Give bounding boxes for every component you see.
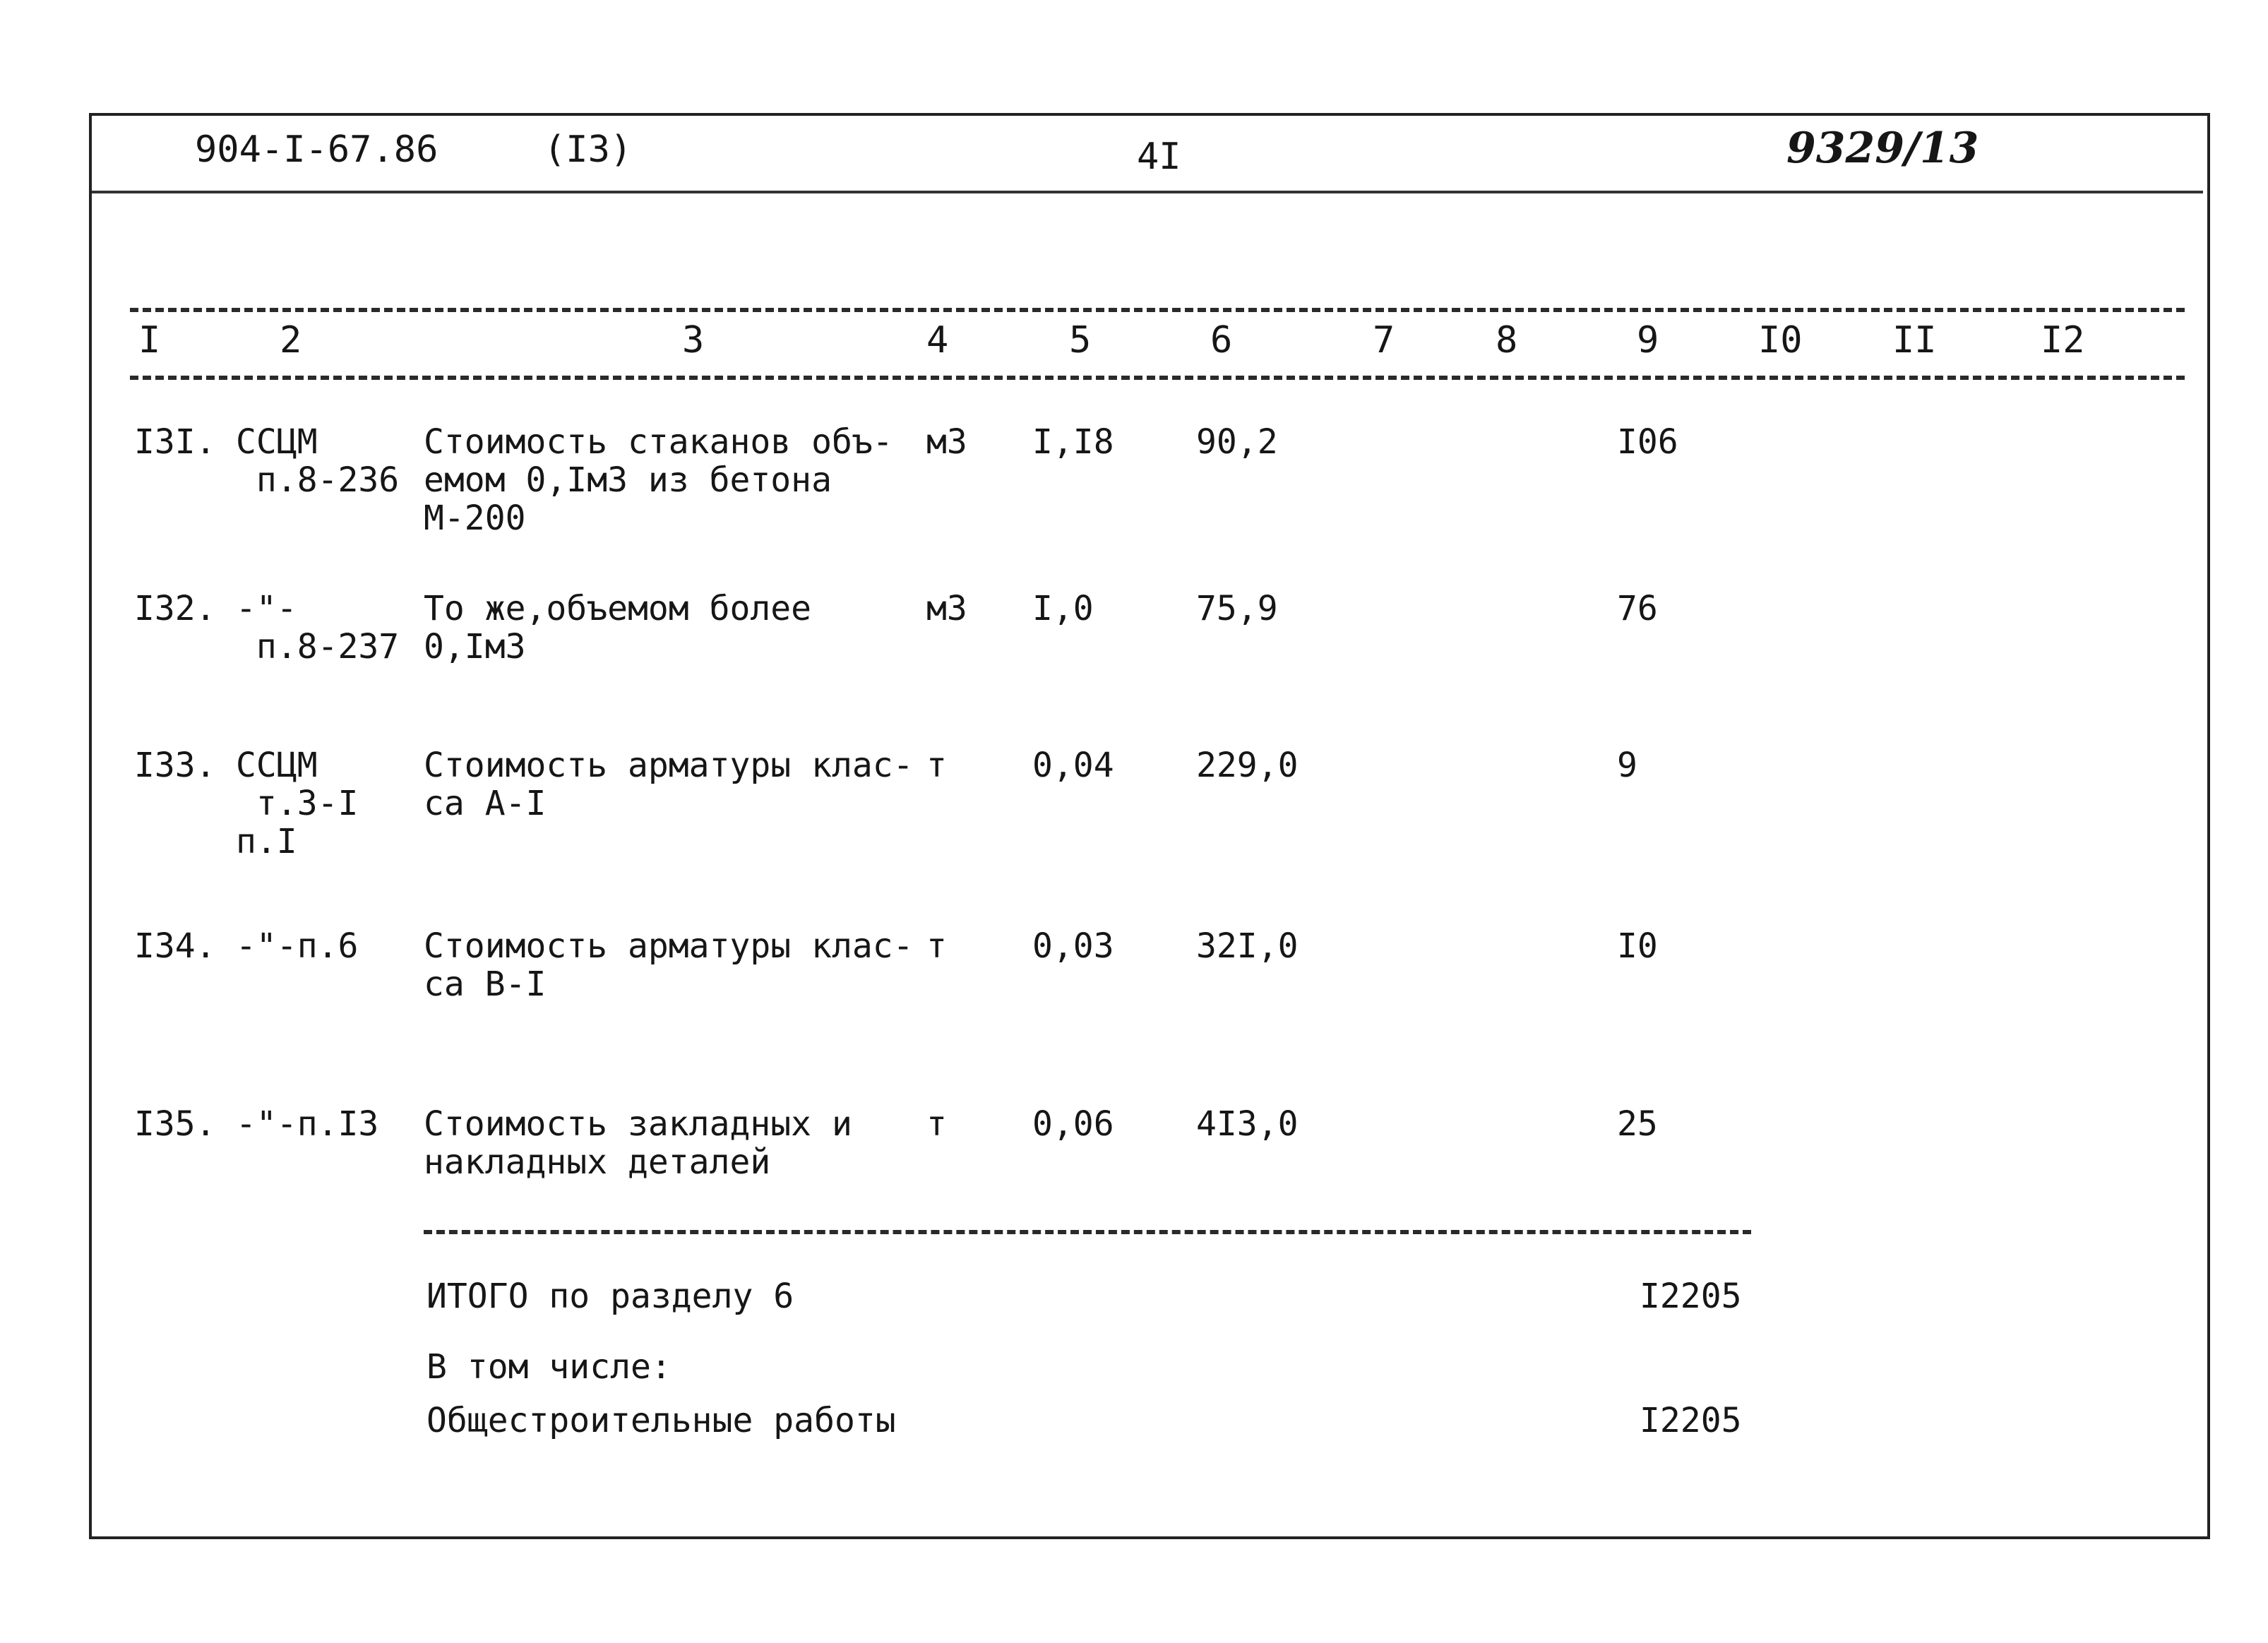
cell-qty: I,0 <box>1032 589 1094 628</box>
cell-total: 9 <box>1617 746 1637 785</box>
page-number: 4I <box>1137 136 1181 178</box>
cell-num: I32. <box>134 589 216 628</box>
column-number: 7 <box>1373 319 1395 362</box>
cell-price: 4I3,0 <box>1196 1104 1299 1144</box>
column-number: 6 <box>1210 319 1233 362</box>
cell-code: ССЦМ т.3-I п.I <box>236 746 359 861</box>
cell-qty: 0,06 <box>1032 1104 1114 1144</box>
cell-num: I35. <box>134 1104 216 1144</box>
column-number: I0 <box>1758 319 1803 362</box>
column-number: 2 <box>280 319 302 362</box>
section-number: (I3) <box>544 129 633 171</box>
cell-total: I06 <box>1617 422 1678 462</box>
column-number: 9 <box>1637 319 1659 362</box>
archive-cipher: 9329/13 <box>1786 124 1979 173</box>
total-label: ИТОГО по разделу 6 <box>426 1277 794 1316</box>
doc-code: 904-I-67.86 <box>195 129 438 171</box>
cell-desc: Стоимость закладных и накладных деталей <box>424 1104 852 1182</box>
cell-price: 75,9 <box>1196 589 1278 628</box>
cell-qty: I,I8 <box>1032 422 1114 462</box>
cell-unit: м3 <box>926 589 967 628</box>
header-rule <box>92 191 2203 193</box>
cell-unit: м3 <box>926 422 967 462</box>
total-value: I2205 <box>1640 1277 1742 1316</box>
cell-num: I3I. <box>134 422 216 462</box>
column-number: I2 <box>2041 319 2085 362</box>
cell-unit: т <box>926 1104 947 1144</box>
cell-qty: 0,04 <box>1032 746 1114 785</box>
column-number: II <box>1892 319 1937 362</box>
cell-unit: т <box>926 746 947 785</box>
including-label: В том числе: <box>426 1347 672 1387</box>
cell-num: I33. <box>134 746 216 785</box>
cell-desc: То же,объемом более 0,Iм3 <box>424 589 812 667</box>
cell-total: I0 <box>1617 926 1658 966</box>
cell-price: 229,0 <box>1196 746 1299 785</box>
cell-desc: Стоимость арматуры клас- са А-I <box>424 746 914 823</box>
column-header-bottom-rule <box>130 376 2185 380</box>
column-number: 3 <box>682 319 705 362</box>
column-number: 4 <box>926 319 949 362</box>
cell-price: 90,2 <box>1196 422 1278 462</box>
cell-total: 76 <box>1617 589 1658 628</box>
cell-price: 32I,0 <box>1196 926 1299 966</box>
cell-desc: Стоимость стаканов объ- емом 0,Iм3 из бетона М-200 <box>424 422 893 538</box>
cell-total: 25 <box>1617 1104 1658 1144</box>
cell-unit: т <box>926 926 947 966</box>
cell-desc: Стоимость арматуры клас- са В-I <box>424 926 914 1004</box>
column-header-top-rule <box>130 308 2185 312</box>
cell-num: I34. <box>134 926 216 966</box>
summary-rule <box>424 1230 1751 1234</box>
cell-code: ССЦМ п.8-236 <box>236 422 400 500</box>
column-number: 8 <box>1496 319 1518 362</box>
cell-code: -"- п.8-237 <box>236 589 400 667</box>
general-works-label: Общестроительные работы <box>426 1401 896 1440</box>
cell-code: -"-п.I3 <box>236 1104 379 1144</box>
column-number: I <box>138 319 161 362</box>
cell-code: -"-п.6 <box>236 926 359 966</box>
column-number: 5 <box>1069 319 1092 362</box>
cell-qty: 0,03 <box>1032 926 1114 966</box>
general-works-value: I2205 <box>1640 1401 1742 1440</box>
